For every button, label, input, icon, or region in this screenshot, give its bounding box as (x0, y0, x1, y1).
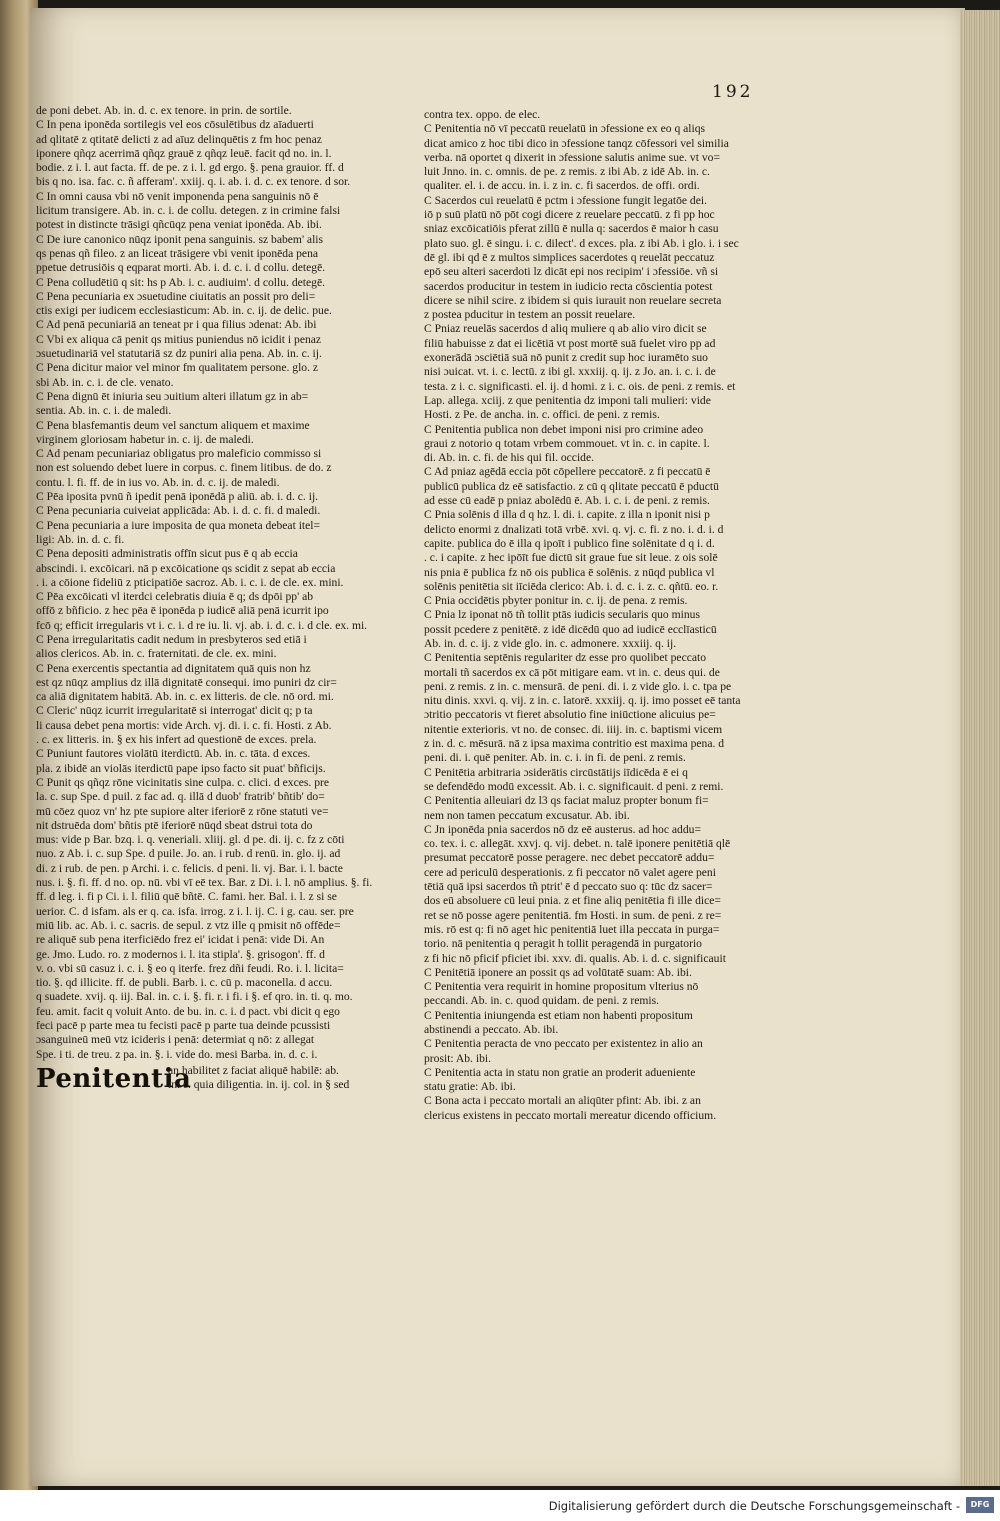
text-line: peccandi. Ab. in. c. quod quidam. de peni. z remis. (424, 994, 660, 1008)
text-line: mū cōez quoz vn' hz pte supiore alter iferiorē z rōne statuti ve= (36, 804, 329, 818)
text-line: filiū habuisse z dat ei licētiā vt post mortē suā fuelet viro pp ad (424, 336, 716, 350)
text-line: uerior. C. d isfam. als er q. ca. isfa. irrog. z i. l. ij. C. i g. cau. ser. pre (36, 904, 354, 918)
text-line: C Sacerdos cui reuelatū ē pctm i ɔfessione fungit legatōe dei. (424, 193, 707, 207)
text-line: fcō q; efficit irregularis vt i. c. i. d re iu. li. vj. ab. i. d. c. i. d cle. ex. mi. (36, 618, 368, 632)
text-line: C Pēa iposita pvnū ñ ipedit penā iponēdā p aliū. ab. i. d. c. ij. (36, 490, 319, 504)
text-line: feu. amit. facit q voluit Anto. de bu. in. c. i. d pact. vbi dicit q ego (36, 1004, 340, 1018)
text-line: C Penitentia publica non debet imponi nisi pro crimine adeo (424, 422, 704, 436)
text-line: de poni debet. Ab. in. d. c. ex tenore. in prin. de sortile. (36, 104, 292, 117)
right-column (424, 108, 772, 1123)
text-line: ge. Jmo. Ludo. ro. z modernos i. l. ita stipla'. §. grisogon'. ff. d (36, 947, 325, 961)
text-line: virginem gloriosam habetur in. c. ij. de maledi. (36, 432, 254, 446)
text-line: tētiā quā ipsi sacerdos tñ ptrit' ē d peccato suo q: tūc dz sacer= (424, 880, 713, 894)
page-fore-edge (960, 10, 1000, 1486)
text-line: offō z bñficio. z hec pēa ē iponēda p iudicē aliā penā icurrit ipo (36, 604, 329, 618)
text-line: li causa debet pena mortis: vide Arch. vj. di. i. c. fi. Hosti. z Ab. (36, 718, 332, 732)
text-line: cere ad periculū desperationis. z fi peccator nō valet agere peni (424, 865, 716, 879)
text-line: mus: vide p Bar. bzq. i. q. veneriali. xliij. gl. d pe. di. ij. c. fz z cōti (36, 833, 345, 847)
text-line: solēnis penitētia sit iīciēda clerico: Ab. i. d. c. i. z. c. qñtū. eo. r. (424, 579, 719, 593)
text-line: mis. rō est q: fi nō aget hic penitentiā luet illa peccata in purga= (424, 922, 720, 936)
text-line: nis pnia ē publica fz nō ois publica ē solēnis. z nūqd publica vl (424, 565, 715, 579)
text-line: ad qlitatē z qtitatē delicti z ad aīuz delinquētis z fm hoc penaz (36, 132, 322, 146)
text-line: z in. d. c. mēsurā. nā z ipsa maxima contritio est maxima pena. d (424, 737, 725, 751)
text-line: co. tex. i. c. allegāt. xxvj. q. vij. debet. n. talē iponere penitētiā qlē (424, 837, 731, 851)
text-line: C Vbi ex aliqua cā penit qs mitius puniendus nō icidit i penaz (36, 332, 322, 346)
text-line: C Pnia lz iponat nō tñ tollit ptās iudicis secularis quo minus (424, 608, 700, 622)
text-line: C Punit qs qñqz rōne vicinitatis sine culpa. c. clici. d exces. pre (36, 775, 329, 789)
text-line: contra tex. oppo. de elec. (424, 108, 541, 121)
text-line: Spe. i ti. de treu. z pa. in. §. i. vide do. mesi Barba. in. d. c. i. (36, 1047, 318, 1061)
text-line: sbi Ab. in. c. i. de cle. venato. (36, 375, 174, 389)
text-line: C In pena iponēda sortilegis vel eos cōsulētibus dz aīaduerti (36, 118, 314, 132)
text-line: C Pnia solēnis d illa d q hz. l. di. i. capite. z illa n iponit nisi p (424, 508, 710, 522)
text-line: v. o. vbi sū casuz i. c. i. § eo q iterfe. frez dñi feudi. Ro. i. l. licita= (36, 961, 344, 975)
text-line: sacerdos producitur in testem in iudicio recta cōscientia potest (424, 279, 713, 293)
text-line: C Jn iponēda pnia sacerdos nō dz eē austerus. ad hoc addu= (424, 822, 701, 836)
text-line: q suadete. xvij. q. iij. Bal. in. c. i. §. fi. r. i fi. i §. ef qro. in. ti. q. mo. (36, 990, 353, 1004)
text-line: . c. i capite. z hec ipōīt fue dictū sit graue fue sit leue. z ois solē (424, 551, 718, 565)
text-line: C Penitentia nō vī peccatū reuelatū in ɔfessione ex eo q aliqs (424, 122, 706, 136)
text-line: C Ad pniaz agēdā eccia pōt cōpellere peccatorē. z fi peccatū ē (424, 465, 711, 479)
text-line: nitentie exterioris. vt no. de consec. di. iiij. in. c. baptismi vicem (424, 722, 723, 736)
left-column-lines (36, 104, 392, 1062)
text-line: ligi: Ab. in. d. c. fi. (36, 532, 125, 546)
text-line: miū lib. ac. Ab. i. c. sacris. de sepul. z vtz ille q pmisit nō offēde= (36, 918, 341, 932)
text-line: C Pena pecuniaria ex ɔsuetudine ciuitatis an possit pro deli= (36, 289, 316, 303)
text-line: nuo. z Ab. i. c. sup Spe. d puile. Jo. an. i rub. d renū. in. glo. ij. ad (36, 847, 341, 861)
text-line: C Pena depositi administratis offīn sicut pus ē q ab eccia (36, 547, 298, 561)
text-line: la. c. sup Spe. d puil. z fac ad. q. illā d duob' fratrib' bñtib' do= (36, 790, 325, 804)
text-line: Lap. allega. xciij. z que penitentia dz imponi tali mulieri: vide (424, 393, 711, 407)
text-line: graui z notorio q totam vrbem commouet. vt in. c. in capite. l. (424, 436, 710, 450)
lemma-side-text (168, 1064, 392, 1093)
text-line: z fi hic nō pficif pficiet ibi. xxv. di. qualis. Ab. i. d. c. significauit (424, 951, 726, 965)
text-line: . c. ex litteris. in. § ex his infert ad questionē de exces. prela. (36, 733, 317, 747)
text-line: in. c. quia diligentia. in. ij. col. in § sed (168, 1078, 350, 1092)
text-line: iō p suū platū nō pōt cogi dicere z reuelare peccatū. z fi pp hoc (424, 208, 715, 222)
text-line: prosit: Ab. ibi. (424, 1051, 491, 1065)
text-line: abscindi. i. excōicari. nā p excōicatione qs scidit z sepat ab eccia (36, 561, 336, 575)
text-line: di. Ab. in. c. fi. de his qui fil. occide. (424, 451, 595, 465)
text-line: C Pena colludētiū q sit: hs p Ab. i. c. audiuim'. d collu. detegē. (36, 275, 325, 289)
text-line: licitum transigere. Ab. in. c. i. de collu. detegen. z in crimine falsi (36, 204, 341, 218)
text-line: C Pnia occidētis pbyter ponitur in. c. ij. de pena. z remis. (424, 594, 688, 608)
text-line: potest in distincte trāsigi qñcūqz pena veniat iponēda. Ab. ibi. (36, 218, 322, 232)
text-line: Ab. in. d. c. ij. z vide glo. in. c. admonere. xxxiij. q. ij. (424, 636, 677, 650)
text-line: presumat peccatorē posse peragere. nec debet peccatorē addu= (424, 851, 715, 865)
text-line: C Penitētia arbitraria ɔsiderātis circūstātijs iīdicēda ē ei q (424, 765, 688, 779)
text-line: possit pcedere z penitētē. z idē dicēdū quo ad iudicē ecclīasticū (424, 622, 717, 636)
folio-number: 192 (712, 82, 754, 102)
text-line: dicat amico z hoc tibi dico in ɔfessione tanqz cōfessori vel similia (424, 136, 729, 150)
text-line: C Pena dicitur maior vel minor fm qualitatem persone. glo. z (36, 361, 319, 375)
text-line: nitu dinis. xxvi. q. vij. z in. c. latorē. xxxiij. q. ij. imo posset eē tanta (424, 694, 741, 708)
text-line: bis q no. isa. fac. c. ñ afferam'. xxiij. q. i. ab. i. d. c. ex tenore. d sor. (36, 175, 351, 189)
funding-notice: Digitalisierung gefördert durch die Deutsche Forschungsgemeinschaft - (548, 1499, 960, 1513)
footer-bar (0, 1490, 1000, 1521)
text-line: nit dstruēda dom' bñtis ptē iferiorē nūqd sbeat dstrui tota do (36, 818, 313, 832)
text-line: capite. publica do ē illa q ipoīt i publico fine solēnitate d q i. d. (424, 536, 715, 550)
text-line: epō seu alteri sacerdoti lz dicāt epi nos recipim' i ɔfessiōe. vñ si (424, 265, 719, 279)
text-line: C Pena pecuniaria a iure imposita de qua moneta debeat itel= (36, 518, 321, 532)
text-line: publicū publica dz eē satisfactio. z cū q qlitate peccatū ē pductū (424, 479, 719, 493)
text-line: C Pena blasfemantis deum vel sanctum aliquem et maxime (36, 418, 310, 432)
text-line: C Cleric' nūqz icurrit irregularitatē si interrogat' dicit q; p ta (36, 704, 313, 718)
text-line: non est soluendo debet luere in corpus. c. finem litibus. de do. z (36, 461, 332, 475)
text-line: ctis exigi per iudicem ecclesiasticum: Ab. in. c. ij. de delic. pue. (36, 304, 332, 318)
text-line: di. z i rub. de pen. p Archi. i. c. felicis. d peni. li. vj. Bar. i. l. bacte (36, 861, 343, 875)
text-line: C Penitentia peracta de vno peccato per existentez in alio an (424, 1037, 703, 1051)
text-line: C Ad penā pecuniariā an teneat pr i qua filius ɔdenat: Ab. ibi (36, 318, 317, 332)
text-line: nisi ɔuicat. vt. i. c. lectū. z ibi gl. xxxiij. q. ij. z Jo. an. i. c. i. de (424, 365, 716, 379)
text-line: clericus existens in peccato mortali mereatur dicendo officium. (424, 1108, 717, 1122)
text-line: dē gl. ibi qd ē z multos simplices sacerdotes q reuelāt peccatuz (424, 250, 715, 264)
text-line: C Pena pecuniaria cuiveiat applicāda: Ab. i. d. c. fi. d maledi. (36, 504, 321, 518)
text-line: ff. d leg. i. fi p Ci. i. l. filiū quē bñtē. C. fami. her. Bal. i. l. z si se (36, 890, 337, 904)
text-line: C Penitentia iniungenda est etiam non habenti propositum (424, 1008, 693, 1022)
text-line: Hosti. z Pe. de ancha. in. c. offici. de peni. z remis. (424, 408, 660, 422)
text-line: abstinendi a peccato. Ab. ibi. (424, 1023, 559, 1036)
text-line: dos eū absoluere cū leui pnia. z et fine aliq penitētia fi ille dice= (424, 894, 721, 908)
text-line: C Penitentia septēnis regulariter dz esse pro quolibet peccato (424, 651, 707, 665)
text-line: C Bona acta i peccato mortali an aliqūter pfint: Ab. ibi. z an (424, 1094, 701, 1108)
text-line: . i. a cōione fideliū z pticipatiōe sacroz. Ab. i. c. i. de cle. ex. mini. (36, 575, 344, 589)
text-line: feci pacē p parte mea tu fecisti pacē p parte tua deinde pcussisti (36, 1019, 331, 1032)
text-line: C Pēa excōicati vl iterdci celebratis diuia ē q; ds dpōi pp' ab (36, 590, 314, 604)
text-line: C Pena dignū ēt iniuria seu ɔuitium alteri illatum gz in ab= (36, 389, 309, 403)
text-line: C Puniunt fautores violātū iterdictū. Ab. in. c. tāta. d exces. (36, 747, 311, 761)
text-line: ad esse cū eadē p pniaz abolēdū ē. Ab. i. c. i. de peni. z remis. (424, 494, 710, 508)
text-line: re aliquē sub pena iterficiēdo frez ei' icidat i penā: vide Di. An (36, 933, 325, 947)
text-line: est qz nūqz amplius dz illā dignitatē consequi. imo puniri dz cir= (36, 675, 337, 689)
text-line: nus. i. §. fi. ff. d no. op. nū. vbi vī eē tex. Bar. z Di. i. l. nō amplius. §. fi. (36, 876, 373, 890)
left-column (36, 104, 392, 1096)
text-line: torio. nā penitentia q peragit h tollit peragendā in purgatorio (424, 937, 702, 951)
text-line: mortali tñ sacerdos ex cā pōt mitigare eam. vt in. c. deus qui. de (424, 665, 720, 679)
text-line: C Pena irregularitatis cadit nedum in presbyteros sed etiā i (36, 632, 307, 646)
text-line: qs penas qñ fileo. z an liceat trāsigere vbi venit iponēda pena (36, 246, 319, 260)
text-line: alios clericos. Ab. in. c. fraternitati. de cle. ex. mini. (36, 647, 277, 661)
lemma-block (36, 1064, 392, 1096)
text-line: ca aliā dignitatem habitā. Ab. in. c. ex litteris. de cle. nō ord. mi. (36, 690, 334, 704)
text-line: C Penitentia alleuiari dz l3 qs faciat maluz propter bonum fi= (424, 794, 709, 808)
text-line: ɔtritio peccatoris vt fieret absolutio fine iniūctione alicuius pe= (424, 708, 716, 722)
text-line: bodie. z i. l. aut facta. ff. de pe. z i. l. gd ergo. §. pena grauior. ff. d (36, 161, 344, 175)
text-line: delicto enormi z dnalizati totā vrbē. xvi. q. vj. c. fi. z no. i. d. i. d (424, 522, 724, 536)
text-line: sniaz excōicatiōis pferat zillū ē nulla q: sacerdos ē maior h casu (424, 222, 719, 236)
text-line: peni. z remis. z in. c. mensurā. de peni. di. i. z vide glo. i. c. tpa pe (424, 679, 732, 693)
text-line: iponere qñqz acerrimā qñqz grauē z qñqz leuē. facit qd no. in. l. (36, 146, 332, 160)
right-column-lines (424, 108, 772, 1123)
text-line: ppetue detrusiōis q eqparat morti. Ab. i. d. c. i. d collu. detegē. (36, 261, 326, 275)
text-line: C De iure canonico nūqz iponit pena sanguinis. sz babem' alis (36, 232, 324, 246)
text-line: C Penitentia acta in statu non gratie an proderit adueniente (424, 1065, 696, 1079)
text-line: contu. l. fi. ff. de in ius vo. Ab. in. d. c. ij. de maledi. (36, 475, 280, 489)
text-line: ɔsuetudinariā vel statutariā sz dz puniri alia pena. Ab. in. c. ij. (36, 347, 322, 361)
text-line: verba. nā oportet q dixerit in ɔfessione salutis anime sue. vt vo= (424, 150, 720, 164)
text-line: nem non tamen peccatum excusatur. Ab. ibi. (424, 808, 630, 822)
text-line: exonerādā ɔsciētiā suā nō punit z credit sup hoc iuramēto suo (424, 351, 708, 365)
text-line: statu gratie: Ab. ibi. (424, 1080, 516, 1094)
text-line: plato suo. gl. ē singu. i. c. dilect'. d exces. pla. z ibi Ab. i glo. i. i sec (424, 236, 739, 250)
text-line: ret se nō posse agere penitentiā. fm Hosti. in sum. de peni. z re= (424, 908, 722, 922)
text-line: sentia. Ab. in. c. i. de maledi. (36, 404, 172, 418)
lemma-heading: Penitentia (36, 1063, 192, 1094)
text-line: testa. z i. c. significasti. el. ij. d homi. z i. c. ois. de peni. z remis. et (424, 379, 736, 393)
text-line: pla. z ibidē an violās iterdictū pape ipso facto sit puat' bñficijs. (36, 761, 326, 775)
text-line: qualiter. el. i. de accu. in. i. z in. c. fi sacerdos. de offi. ordi. (424, 179, 700, 193)
text-line: C Pniaz reuelās sacerdos d aliq muliere q ab alio viro dicit se (424, 322, 707, 336)
text-line: an habilitet z faciat aliquē habilē: ab. (168, 1063, 339, 1077)
dfg-logo: DFG (966, 1497, 994, 1513)
text-line: C Ad penam pecuniariaz obligatus pro maleficio commisso si (36, 447, 322, 461)
text-line: se defendēdo modū excessit. Ab. i. c. significauit. d peni. z remi. (424, 779, 724, 793)
text-line: peni. di. i. quē peniter. Ab. in. c. i. in fi. de peni. z remis. (424, 751, 686, 765)
text-line: C In omni causa vbi nō venit imponenda pena sanguinis nō ē (36, 189, 319, 203)
text-line: C Penitentia vera requirit in homine propositum vlterius nō (424, 980, 699, 994)
text-line: ɔsanguineū meū vtz icideris i penā: determiat q nō: z allegat (36, 1033, 315, 1047)
text-line: z postea pducitur in testem an possit reuelare. (424, 308, 636, 322)
text-line: tio. §. qd illicite. ff. de publi. Barb. i. c. cū p. maconella. d accu. (36, 976, 333, 990)
text-line: dicere se nihil scire. z ibidem si quis iurauit non reuelare secreta (424, 293, 722, 307)
text-line: luit Jnno. in. c. omnis. de pe. z remis. z ibi Ab. z idē Ab. in. c. (424, 165, 710, 179)
text-line: C Pena exercentis spectantia ad dignitatem quā quis non hz (36, 661, 311, 675)
text-line: C Penitētiā iponere an possit qs ad volūtatē suam: Ab. ibi. (424, 965, 692, 979)
